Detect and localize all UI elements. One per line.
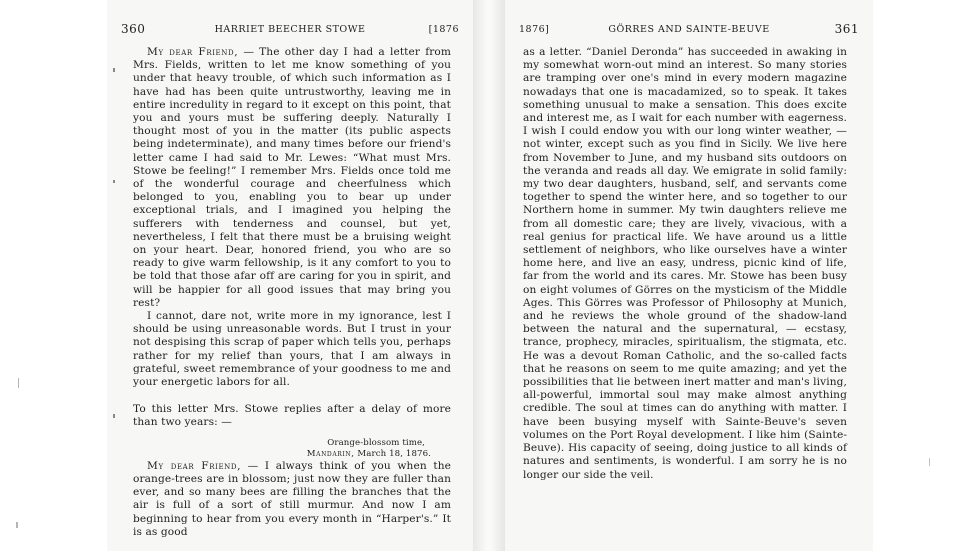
left-page-number: 360 xyxy=(121,22,146,36)
dateline-city: Mandarin, xyxy=(306,448,355,459)
letter2-dateline xyxy=(133,438,451,460)
right-page-body xyxy=(523,46,847,482)
scan-speck xyxy=(16,522,18,528)
transition-paragraph: To this letter Mrs. Stowe replies after a delay of more than two years: — xyxy=(133,403,451,429)
left-running-header xyxy=(121,24,459,36)
left-running-title: HARRIET BEECHER STOWE xyxy=(214,24,366,35)
letter2-text1: — I always think of you when the orange-trees are in blossom; just now they are fuller than ever, and so many bees are filling the branches that the air is full of a sort of still murmur. And now I am beginning to hear from you every month in “Harper's.” It is as good xyxy=(133,459,451,538)
dateline-place: Orange-blossom time, xyxy=(327,437,425,448)
letter1-paragraph1 xyxy=(133,46,451,310)
scan-speck xyxy=(18,378,19,388)
letter1-paragraph2: I cannot, dare not, write more in my ignorance, lest I should be using unreasonable words. But I trust in your not despising this scrap of paper which tells you, perhaps rather for my relief than yours, that I am always in grateful, sweet remembrance of your goodness to me and your energetic labors for all. xyxy=(133,310,451,389)
scan-speck xyxy=(113,180,115,183)
left-page xyxy=(107,0,473,551)
right-page xyxy=(505,0,873,551)
right-page-number: 361 xyxy=(834,22,859,36)
right-running-title: GÖRRES AND SAINTE-BEUVE xyxy=(608,24,770,35)
right-year-tag: 1876] xyxy=(519,24,550,35)
letter2-salutation: My dear Friend, xyxy=(147,459,242,472)
left-page-body xyxy=(133,46,451,539)
letter1-salutation: My dear Friend, xyxy=(147,46,239,58)
book-gutter xyxy=(473,0,505,551)
letter1-text1: — The other day I had a letter from Mrs. Fields, written to let me know something of you under that heavy trouble, of which such information as I have had has been quite untrustworthy, leaving me in entire incredulity in regard to it except on this point, that you and yours must be suffering deeply. Naturally I thought most of you in the matter (its public aspects being indeterminate), and many times before our friend's letter came I had said to Mr. Lewes: “What must Mrs. Stowe be feeling!” I remember Mrs. Fields once told me of the wonderful courage and cheerfulness which belonged to you, enabling you to bear up under exceptional trials, and I imagined you helping the sufferers with tenderness and counsel, but yet, nevertheless, I felt that there must be a bruising weight on your heart. Dear, honored friend, you who are so ready to give warm fellowship, is it any comfort to you to be told that those afar off are caring for you in spirit, and will be happier for all good issues that may bring you rest? xyxy=(133,46,451,309)
dateline-location-date xyxy=(133,449,431,460)
right-page-paragraph: as a letter. “Daniel Deronda” has succeeded in awaking in my somewhat worn-out mind an interest. So many stories are tramping over one's mind in every modern magazine nowadays that one is macadamized, so to speak. It takes something unusual to make a sensation. This does excite and interest me, as I wait for each number with eagerness. I wish I could endow you with our long winter weather, — not winter, except such as you find in Sicily. We live here from November to June, and my husband sits outdoors on the veranda and reads all day. We emigrate in solid family: my two dear daughters, husband, self, and servants come together to spend the winter here, and so together to our Northern home in summer. My twin daughters relieve me from all domestic care; they are lively, vivacious, with a real genius for practical life. We have around us a little settlement of neighbors, who like ourselves have a winter home here, and live an easy, undress, picnic kind of life, far from the world and its cares. Mr. Stowe has been busy on eight volumes of Görres on the mysticism of the Middle Ages. This Görres was Professor of Philosophy at Munich, and he reviews the whole ground of the shadow-land between the natural and the supernatural, — ecstasy, trance, prophecy, miracles, spiritualism, the stigmata, etc. He was a devout Roman Catholic, and the so-called facts that he reasons on seem to me quite amazing; and yet the possibilities that lie between inert matter and man's living, all-powerful, immortal soul may make almost anything credible. The soul at times can do anything with matter. I have been busying myself with Sainte-Beuve's seven volumes on the Port Royal development. I like him (Sainte-Beuve). His capacity of seeing, doing justice to all kinds of natures and sentiments, is wonderful. I am sorry he is no longer our side the veil. xyxy=(523,46,847,481)
right-running-header xyxy=(519,24,859,36)
dateline-date: March 18, 1876. xyxy=(354,448,431,459)
scan-speck xyxy=(929,458,930,466)
left-year-tag: [1876 xyxy=(428,24,459,35)
letter2-paragraph1 xyxy=(133,460,451,539)
scan-speck xyxy=(113,68,115,72)
scan-speck xyxy=(113,414,115,418)
